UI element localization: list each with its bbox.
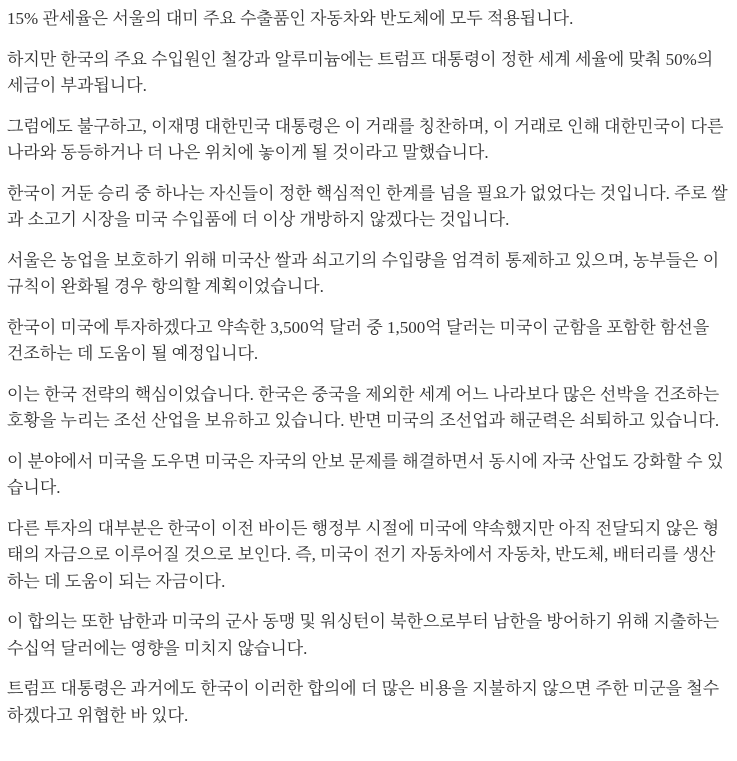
article-paragraph: 그럼에도 불구하고, 이재명 대한민국 대통령은 이 거래를 칭찬하며, 이 거래로 인해 대한민국이 다른 나라와 동등하거나 더 나은 위치에 놓이게 될 것이라고 말했습니다. bbox=[7, 116, 724, 162]
article-paragraph: 한국이 거둔 승리 중 하나는 자신들이 정한 핵심적인 한계를 넘을 필요가 없었다는 것입니다. 주로 쌀과 소고기 시장을 미국 수입품에 더 이상 개방하지 않겠다는 것입니다. bbox=[7, 183, 728, 229]
article-paragraph: 15% 관세율은 서울의 대미 주요 수출품인 자동차와 반도체에 모두 적용됩니다. bbox=[7, 9, 574, 28]
article-paragraph: 이는 한국 전략의 핵심이었습니다. 한국은 중국을 제외한 세계 어느 나라보다 많은 선박을 건조하는 호황을 누리는 조선 산업을 보유하고 있습니다. 반면 미국의 조선업과 해군력은 쇠퇴하고 있습니다. bbox=[7, 384, 720, 430]
article-paragraph: 한국이 미국에 투자하겠다고 약속한 3,500억 달러 중 1,500억 달러는 미국이 군함을 포함한 함선을 건조하는 데 도움이 될 예정입니다. bbox=[7, 317, 710, 363]
article-paragraph: 이 분야에서 미국을 도우면 미국은 자국의 안보 문제를 해결하면서 동시에 자국 산업도 강화할 수 있습니다. bbox=[7, 451, 724, 497]
article-paragraph: 다른 투자의 대부분은 한국이 이전 바이든 행정부 시절에 미국에 약속했지만 아직 전달되지 않은 형태의 자금으로 이루어질 것으로 보인다. 즉, 미국이 전기 자동차에서 자동차, 반도체, 배터리를 생산하는 데 도움이 되는 자금이다. bbox=[7, 518, 720, 591]
article-paragraph: 서울은 농업을 보호하기 위해 미국산 쌀과 쇠고기의 수입량을 엄격히 통제하고 있으며, 농부들은 이 규칙이 완화될 경우 항의할 계획이었습니다. bbox=[7, 250, 720, 296]
article-paragraph: 트럼프 대통령은 과거에도 한국이 이러한 합의에 더 많은 비용을 지불하지 않으면 주한 미군을 철수하겠다고 위협한 바 있다. bbox=[7, 679, 720, 725]
article-paragraph: 이 합의는 또한 남한과 미국의 군사 동맹 및 워싱턴이 북한으로부터 남한을 방어하기 위해 지출하는 수십억 달러에는 영향을 미치지 않습니다. bbox=[7, 612, 720, 658]
article-paragraph: 하지만 한국의 주요 수입원인 철강과 알루미늄에는 트럼프 대통령이 정한 세계 세율에 맞춰 50%의 세금이 부과됩니다. bbox=[7, 49, 714, 95]
